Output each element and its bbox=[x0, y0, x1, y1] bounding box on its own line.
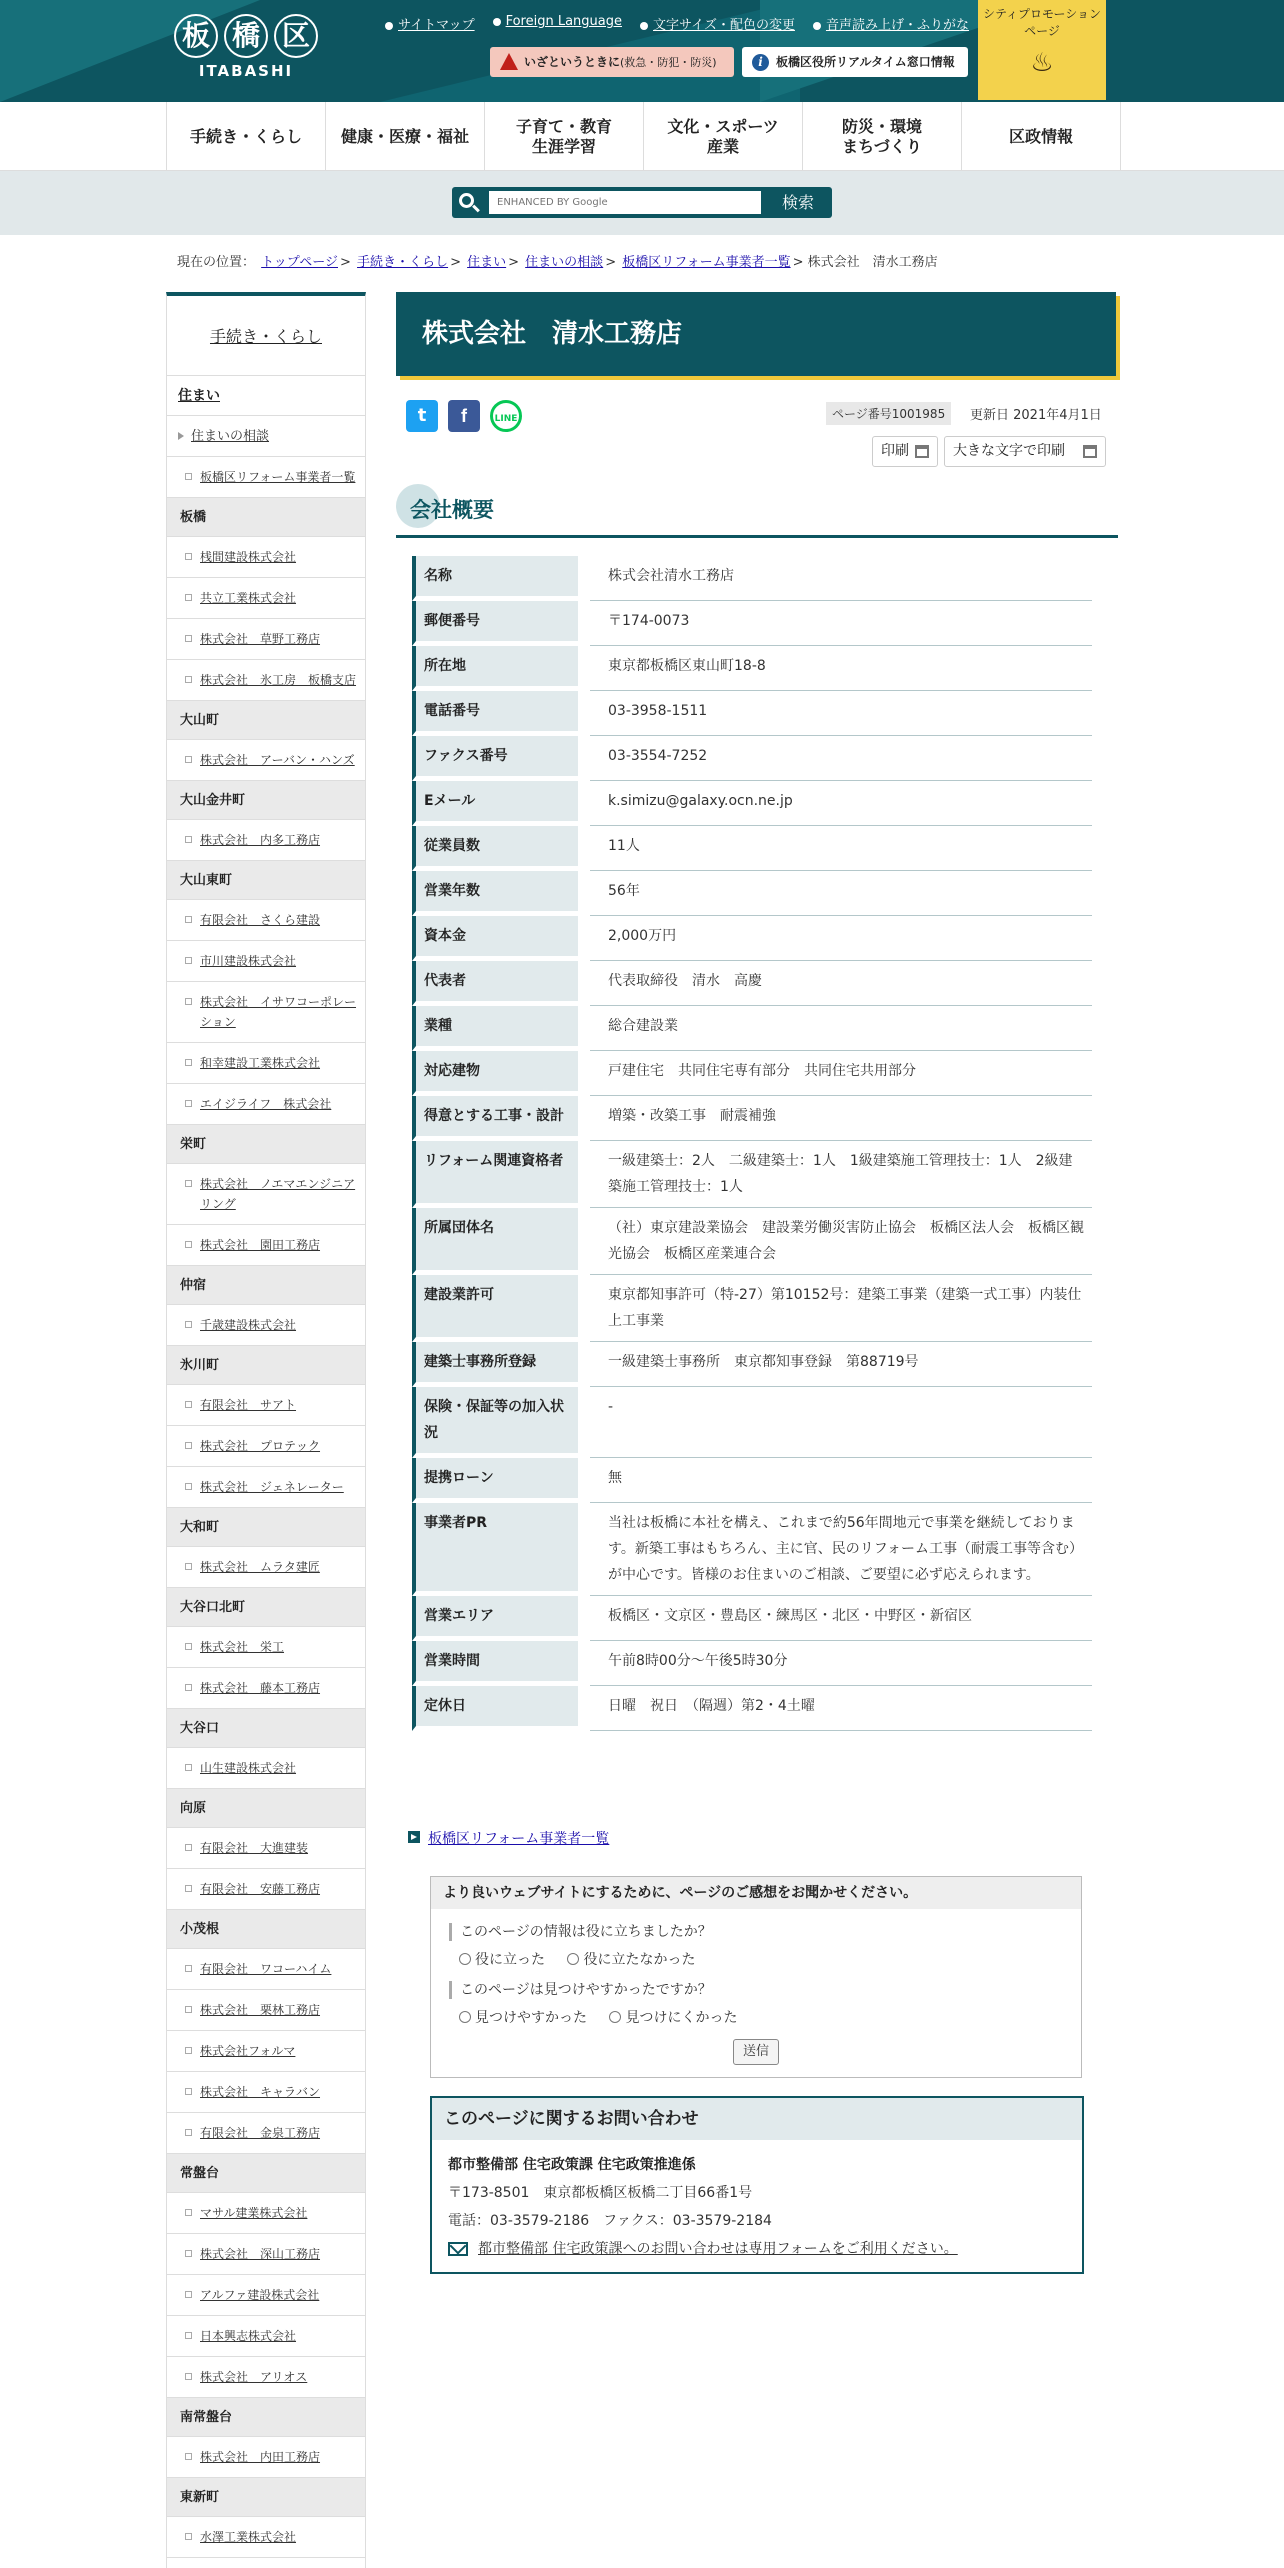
sidebar-item-company[interactable]: 有限会社 安藤工務店 bbox=[167, 1869, 365, 1910]
company-info-table bbox=[412, 556, 1092, 1731]
sidebar-item-company[interactable]: 株式会社 草野工務店 bbox=[167, 619, 365, 660]
table-row bbox=[412, 1641, 1092, 1686]
logo-char-3: 区 bbox=[274, 14, 318, 58]
table-row bbox=[412, 1686, 1092, 1731]
sidebar-item-company[interactable]: 有限会社 大進建装 bbox=[167, 1828, 365, 1869]
contact-phone: 電話：03-3579-2186 ファクス：03-3579-2184 bbox=[448, 2213, 772, 2229]
reform-list-link[interactable]: 板橋区リフォーム事業者一覧 bbox=[428, 1828, 609, 1848]
row-gap bbox=[578, 1006, 590, 1051]
page-title-box bbox=[396, 292, 1116, 376]
nav-health-welfare[interactable]: 健康・医療・福祉 bbox=[326, 102, 485, 171]
feedback-form bbox=[430, 1876, 1082, 2078]
table-row bbox=[412, 871, 1092, 916]
row-value: 2,000万円 bbox=[590, 916, 1092, 961]
site-header bbox=[0, 0, 1284, 102]
text-size-color-link[interactable]: 文字サイズ・配色の変更 bbox=[653, 18, 795, 33]
table-row bbox=[412, 1096, 1092, 1141]
sidebar-group-heading: 大和町 bbox=[167, 1508, 365, 1547]
table-row bbox=[412, 1051, 1092, 1096]
breadcrumb-reform-list[interactable]: 板橋区リフォーム事業者一覧 bbox=[622, 255, 791, 270]
row-value: 03-3554-7252 bbox=[590, 736, 1092, 781]
sidebar-item-company[interactable]: 株式会社フォルマ bbox=[167, 2031, 365, 2072]
table-row bbox=[412, 1458, 1092, 1503]
row-gap bbox=[578, 961, 590, 1006]
section-heading bbox=[396, 484, 1118, 538]
sidebar-item-reform-list[interactable]: 板橋区リフォーム事業者一覧 bbox=[167, 457, 365, 498]
row-gap bbox=[578, 1503, 590, 1596]
table-row bbox=[412, 556, 1092, 601]
sidebar-item-company[interactable]: 千歳建設株式会社 bbox=[167, 1305, 365, 1346]
row-label: 営業エリア bbox=[412, 1596, 578, 1641]
twitter-icon[interactable]: t bbox=[406, 400, 438, 432]
row-gap bbox=[578, 1641, 590, 1686]
bullet-icon bbox=[640, 22, 648, 30]
city-mascot-icon: ♨ bbox=[1030, 48, 1054, 78]
feedback-question-1: このページの情報は役に立ちましたか？ bbox=[449, 1923, 712, 1941]
emergency-sub-label: (救急・防犯・防災) bbox=[620, 56, 717, 69]
sidebar-group-heading: 大山東町 bbox=[167, 861, 365, 900]
utility-links bbox=[385, 14, 969, 33]
sidebar-item-company[interactable]: 株式会社 栗林工務店 bbox=[167, 1990, 365, 2031]
breadcrumb-housing-consult[interactable]: 住まいの相談 bbox=[525, 255, 604, 270]
sidebar-item-company[interactable]: 株式会社 ノエマエンジニアリング bbox=[167, 1164, 365, 1225]
updated-date: 更新日 2021年4月1日 bbox=[970, 408, 1102, 423]
row-value: 増築・改築工事 耐震補強 bbox=[590, 1096, 1092, 1141]
contact-heading: このページに関するお問い合わせ bbox=[432, 2098, 1082, 2140]
print-large-label: 大きな文字で印刷 bbox=[953, 443, 1065, 459]
row-gap bbox=[578, 1096, 590, 1141]
row-value: 総合建設業 bbox=[590, 1006, 1092, 1051]
table-row bbox=[412, 736, 1092, 781]
bullet-icon bbox=[493, 18, 501, 26]
row-label: 保険・保証等の加入状況 bbox=[412, 1387, 578, 1458]
sidebar-group-heading: 大谷口 bbox=[167, 1709, 365, 1748]
contact-address: 〒173-8501 東京都板橋区板橋二丁目66番1号 bbox=[448, 2185, 753, 2201]
sidebar-group-heading: 大谷口北町 bbox=[167, 1588, 365, 1627]
search-input[interactable] bbox=[489, 191, 761, 214]
row-value: 無 bbox=[590, 1458, 1092, 1503]
row-label: ファクス番号 bbox=[412, 736, 578, 781]
search-box bbox=[452, 187, 832, 218]
row-gap bbox=[578, 1387, 590, 1458]
logo-char-1: 板 bbox=[174, 14, 218, 58]
row-label: 所属団体名 bbox=[412, 1208, 578, 1275]
table-row bbox=[412, 1006, 1092, 1051]
sidebar-group-heading: 大山町 bbox=[167, 701, 365, 740]
table-row bbox=[412, 1208, 1092, 1275]
share-buttons bbox=[406, 400, 522, 432]
table-row bbox=[412, 646, 1092, 691]
print-label: 印刷 bbox=[881, 443, 909, 459]
city-promo-line1: シティプロモーション bbox=[982, 7, 1102, 21]
row-gap bbox=[578, 1596, 590, 1641]
sidebar-item-company[interactable]: 株式会社 ムラタ建匠 bbox=[167, 1547, 365, 1588]
sidebar-group-heading: 南常盤台 bbox=[167, 2398, 365, 2437]
sidebar-item-company[interactable]: 有限会社 さくら建設 bbox=[167, 900, 365, 941]
row-value: 板橋区・文京区・豊島区・練馬区・北区・中野区・新宿区 bbox=[590, 1596, 1092, 1641]
sidebar-item-company[interactable]: 株式会社 内田工務店 bbox=[167, 2437, 365, 2478]
sidebar-group-heading: 板橋 bbox=[167, 498, 365, 537]
radio-hard-to-find[interactable]: 見つけにくかった bbox=[609, 2010, 737, 2026]
page-title: 株式会社 清水工務店 bbox=[422, 319, 683, 349]
row-label: 従業員数 bbox=[412, 826, 578, 871]
row-label: 事業者PR bbox=[412, 1503, 578, 1596]
row-gap bbox=[578, 871, 590, 916]
sidebar-item-company[interactable]: マサル建業株式会社 bbox=[167, 2193, 365, 2234]
row-label: 得意とする工事・設計 bbox=[412, 1096, 578, 1141]
row-label: 所在地 bbox=[412, 646, 578, 691]
sidebar-item-company[interactable]: 株式会社 内多工務店 bbox=[167, 820, 365, 861]
row-label: 郵便番号 bbox=[412, 601, 578, 646]
row-label: 営業年数 bbox=[412, 871, 578, 916]
sidebar-item-company[interactable]: 有限会社 金泉工務店 bbox=[167, 2113, 365, 2154]
sidebar-item-company[interactable]: 共立工業株式会社 bbox=[167, 578, 365, 619]
breadcrumb-sep: > bbox=[605, 255, 617, 270]
sitemap-link[interactable]: サイトマップ bbox=[398, 18, 475, 33]
feedback-options-1 bbox=[459, 1949, 713, 1969]
sidebar-item-company[interactable]: 水澤工業株式会社 bbox=[167, 2517, 365, 2558]
breadcrumb-top[interactable]: トップページ bbox=[261, 255, 338, 270]
logo-char-2: 橋 bbox=[224, 14, 268, 58]
sidebar-item-company[interactable]: エイジライフ 株式会社 bbox=[167, 1084, 365, 1125]
feedback-submit-button[interactable]: 送信 bbox=[733, 2039, 779, 2065]
sidebar-item-company[interactable]: 株式会社 イサワコーポレーション bbox=[167, 982, 365, 1043]
row-value: k.simizu@galaxy.ocn.ne.jp bbox=[590, 781, 1092, 826]
radio-useful[interactable]: 役に立った bbox=[459, 1952, 545, 1968]
contact-dept: 都市整備部 住宅政策課 住宅政策推進係 bbox=[448, 2157, 696, 2173]
sidebar-item-company[interactable]: アルファ建設株式会社 bbox=[167, 2275, 365, 2316]
sidebar-item-company[interactable]: 株式会社 深山工務店 bbox=[167, 2234, 365, 2275]
table-row bbox=[412, 691, 1092, 736]
sidebar-item-company[interactable]: 市川建設株式会社 bbox=[167, 941, 365, 982]
sidebar-item-company[interactable]: 株式会社 プロテック bbox=[167, 1426, 365, 1467]
row-gap bbox=[578, 1342, 590, 1387]
global-nav bbox=[0, 102, 1284, 171]
row-gap bbox=[578, 916, 590, 961]
print-large-button[interactable] bbox=[944, 436, 1106, 467]
row-gap bbox=[578, 781, 590, 826]
section-title: 会社概要 bbox=[410, 498, 494, 522]
row-value: 一級建築士事務所 東京都知事登録 第88719号 bbox=[590, 1342, 1092, 1387]
breadcrumb-sep: > bbox=[792, 255, 804, 270]
row-label: 建築士事務所登録 bbox=[412, 1342, 578, 1387]
print-button[interactable] bbox=[872, 436, 938, 467]
sidebar-item-company[interactable]: 株式会社 園田工務店 bbox=[167, 1225, 365, 1266]
sidebar-title[interactable]: 手続き・くらし bbox=[167, 296, 365, 376]
table-row bbox=[412, 826, 1092, 871]
sidebar-item-company[interactable]: 有限会社 サアト bbox=[167, 1385, 365, 1426]
row-label: 対応建物 bbox=[412, 1051, 578, 1096]
sidebar-item-company[interactable]: 日本興志株式会社 bbox=[167, 2316, 365, 2357]
nav-culture-sports[interactable]: 文化・スポーツ 産業 bbox=[644, 102, 803, 171]
row-value: 日曜 祝日 （隔週）第2・4土曜 bbox=[590, 1686, 1092, 1731]
row-label: 名称 bbox=[412, 556, 578, 601]
row-label: 業種 bbox=[412, 1006, 578, 1051]
row-label: Eメール bbox=[412, 781, 578, 826]
sidebar-item-company[interactable]: 桟間建設株式会社 bbox=[167, 537, 365, 578]
row-value: 東京都知事許可（特-27）第10152号：建築工事業（建築一式工事）内装仕上工事業 bbox=[590, 1275, 1092, 1342]
breadcrumb-procedures[interactable]: 手続き・くらし bbox=[357, 255, 449, 270]
row-gap bbox=[578, 736, 590, 781]
table-row bbox=[412, 1387, 1092, 1458]
row-label: 資本金 bbox=[412, 916, 578, 961]
row-value: 一級建築士：2人 二級建築士：1人 1級建築施工管理技士：1人 2級建築施工管理技士：1人 bbox=[590, 1141, 1092, 1208]
row-gap bbox=[578, 826, 590, 871]
row-value: 代表取締役 清水 高慶 bbox=[590, 961, 1092, 1006]
contact-form-link[interactable]: 都市整備部 住宅政策課へのお問い合わせは専用フォームをご利用ください。 bbox=[478, 2241, 958, 2257]
realtime-counter-label: 板橋区役所リアルタイム窓口情報 bbox=[776, 55, 955, 69]
breadcrumb-housing[interactable]: 住まい bbox=[467, 255, 507, 270]
nav-procedures-living[interactable]: 手続き・くらし bbox=[167, 102, 326, 171]
row-gap bbox=[578, 1458, 590, 1503]
feedback-options-2 bbox=[459, 2007, 755, 2027]
printer-icon bbox=[1083, 445, 1097, 458]
page-number: ページ番号1001985 bbox=[826, 402, 951, 425]
sidebar-groups bbox=[167, 498, 365, 2558]
row-value: 株式会社清水工務店 bbox=[590, 556, 1092, 601]
sidebar-item-housing-consult[interactable]: 住まいの相談 bbox=[167, 416, 365, 457]
row-value: 東京都板橋区東山町18-8 bbox=[590, 646, 1092, 691]
bullet-icon bbox=[813, 22, 821, 30]
search-icon bbox=[457, 191, 481, 215]
row-label: 建設業許可 bbox=[412, 1275, 578, 1342]
row-gap bbox=[578, 1141, 590, 1208]
row-label: 電話番号 bbox=[412, 691, 578, 736]
table-row bbox=[412, 781, 1092, 826]
foreign-language-link[interactable]: Foreign Language bbox=[505, 14, 622, 29]
row-label: 提携ローン bbox=[412, 1458, 578, 1503]
row-value: 56年 bbox=[590, 871, 1092, 916]
row-value: 〒174-0073 bbox=[590, 601, 1092, 646]
sidebar-item-company[interactable]: 株式会社 栄工 bbox=[167, 1627, 365, 1668]
row-gap bbox=[578, 1686, 590, 1731]
sidebar-group-heading: 仲宿 bbox=[167, 1266, 365, 1305]
sidebar-item-company[interactable]: 山生建設株式会社 bbox=[167, 1748, 365, 1789]
radio-not-useful[interactable]: 役に立たなかった bbox=[567, 1952, 695, 1968]
line-icon[interactable]: LINE bbox=[490, 400, 522, 432]
mail-icon bbox=[448, 2242, 468, 2256]
search-button[interactable]: 検索 bbox=[781, 193, 814, 212]
table-row bbox=[412, 961, 1092, 1006]
info-icon: i bbox=[752, 54, 769, 71]
row-label: 定休日 bbox=[412, 1686, 578, 1731]
sidebar-group-heading: 小茂根 bbox=[167, 1910, 365, 1949]
sidebar-item-company[interactable]: 有限会社 ワコーハイム bbox=[167, 1949, 365, 1990]
itabashi-logo[interactable] bbox=[166, 14, 326, 88]
sidebar-group-heading: 東新町 bbox=[167, 2478, 365, 2517]
sidebar-item-company[interactable]: 株式会社 アリオス bbox=[167, 2357, 365, 2398]
sidebar-group-heading: 常盤台 bbox=[167, 2154, 365, 2193]
breadcrumb-sep: > bbox=[450, 255, 461, 270]
sidebar-group-heading: 栄町 bbox=[167, 1125, 365, 1164]
emergency-button[interactable] bbox=[490, 47, 734, 77]
row-value: （社）東京建設業協会 建設業労働災害防止協会 板橋区法人会 板橋区観光協会 板橋区産業連合会 bbox=[590, 1208, 1092, 1275]
nav-childcare-education[interactable]: 子育て・教育 生涯学習 bbox=[485, 102, 644, 171]
nav-disaster-environment[interactable]: 防災・環境 まちづくり bbox=[803, 102, 962, 171]
table-row bbox=[412, 1275, 1092, 1342]
facebook-icon[interactable]: f bbox=[448, 400, 480, 432]
bullet-icon bbox=[385, 22, 393, 30]
city-promo-line2: ページ bbox=[1024, 24, 1060, 38]
row-gap bbox=[578, 1275, 590, 1342]
nav-administration[interactable]: 区政情報 bbox=[962, 102, 1121, 171]
printer-icon bbox=[915, 445, 929, 458]
sidebar-section-housing[interactable]: 住まい bbox=[167, 376, 365, 416]
row-value: 当社は板橋に本社を構え、これまで約56年間地元で事業を継続しております。新築工事はもちろん、主に官、民のリフォーム工事（耐震工事等含む）が中心です。皆様のお住まいのご相談、ご要望に必ず応えられます。 bbox=[590, 1503, 1092, 1596]
row-gap bbox=[578, 601, 590, 646]
row-value: 03-3958-1511 bbox=[590, 691, 1092, 736]
breadcrumb bbox=[177, 251, 938, 270]
sidebar bbox=[166, 292, 366, 2568]
realtime-counter-info-button[interactable] bbox=[742, 47, 968, 77]
sidebar-group-heading: 大山金井町 bbox=[167, 781, 365, 820]
emergency-label: いざというときに bbox=[524, 55, 621, 69]
sidebar-group-heading: 向原 bbox=[167, 1789, 365, 1828]
contact-box bbox=[430, 2096, 1084, 2274]
breadcrumb-sep: > bbox=[340, 255, 351, 270]
row-value: 11人 bbox=[590, 826, 1092, 871]
table-row bbox=[412, 601, 1092, 646]
city-promotion-banner[interactable] bbox=[978, 0, 1106, 100]
row-gap bbox=[578, 646, 590, 691]
feedback-question-2: このページは見つけやすかったですか？ bbox=[449, 1981, 712, 1999]
breadcrumb-sep: > bbox=[508, 255, 520, 270]
sidebar-item-company[interactable]: 株式会社 氷工房 板橋支店 bbox=[167, 660, 365, 701]
row-value: 午前8時00分～午後5時30分 bbox=[590, 1641, 1092, 1686]
radio-easy-to-find[interactable]: 見つけやすかった bbox=[459, 2010, 587, 2026]
logo-roman: ITABASHI bbox=[198, 62, 294, 80]
breadcrumb-prefix: 現在の位置： bbox=[177, 255, 256, 270]
row-value: 戸建住宅 共同住宅専有部分 共同住宅共用部分 bbox=[590, 1051, 1092, 1096]
voice-reading-link[interactable]: 音声読み上げ・ふりがな bbox=[825, 18, 969, 33]
sidebar-item-company[interactable]: 株式会社 ジェネレーター bbox=[167, 1467, 365, 1508]
row-label: リフォーム関連資格者 bbox=[412, 1141, 578, 1208]
feedback-heading: より良いウェブサイトにするために、ページのご感想をお聞かせください。 bbox=[431, 1877, 1081, 1909]
sidebar-item-company[interactable]: 和幸建設工業株式会社 bbox=[167, 1043, 365, 1084]
sidebar-item-company[interactable]: 株式会社 アーバン・ハンズ bbox=[167, 740, 365, 781]
row-gap bbox=[578, 1051, 590, 1096]
row-gap bbox=[578, 556, 590, 601]
row-label: 代表者 bbox=[412, 961, 578, 1006]
search-bar bbox=[0, 171, 1284, 235]
sidebar-item-company[interactable]: 株式会社 藤本工務店 bbox=[167, 1668, 365, 1709]
table-row bbox=[412, 916, 1092, 961]
sidebar-item-company[interactable]: 株式会社 キャラバン bbox=[167, 2072, 365, 2113]
row-value: - bbox=[590, 1387, 1092, 1458]
warning-icon bbox=[500, 53, 518, 70]
row-label: 営業時間 bbox=[412, 1641, 578, 1686]
table-row bbox=[412, 1596, 1092, 1641]
sidebar-group-heading: 氷川町 bbox=[167, 1346, 365, 1385]
breadcrumb-current: 株式会社 清水工務店 bbox=[807, 255, 938, 270]
table-row bbox=[412, 1503, 1092, 1596]
table-row bbox=[412, 1342, 1092, 1387]
table-row bbox=[412, 1141, 1092, 1208]
row-gap bbox=[578, 1208, 590, 1275]
row-gap bbox=[578, 691, 590, 736]
